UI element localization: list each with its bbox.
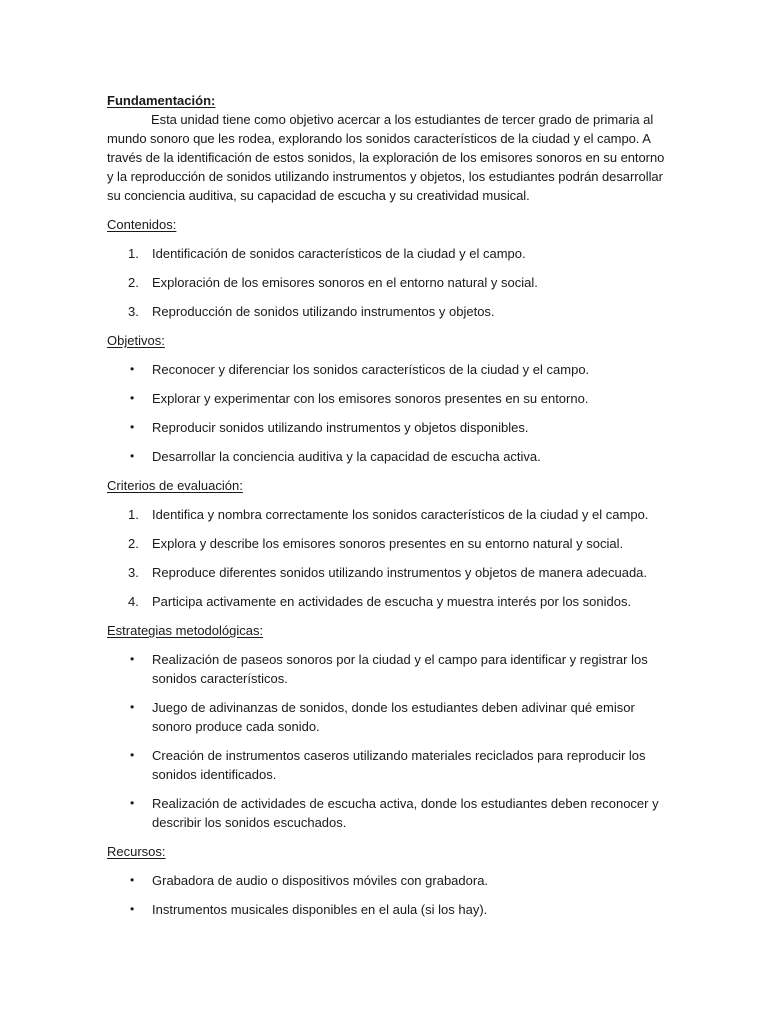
list-item — [107, 389, 667, 408]
list-item-text: Exploración de los emisores sonoros en el entorno natural y social. — [152, 275, 538, 290]
list-item — [107, 360, 667, 379]
list-item-text: Desarrollar la conciencia auditiva y la capacidad de escucha activa. — [152, 449, 541, 464]
bullet-icon: • — [130, 391, 135, 405]
list-item-text: Reproducción de sonidos utilizando instrumentos y objetos. — [152, 304, 495, 319]
list-item — [107, 698, 667, 736]
list-number: 2. — [128, 275, 139, 290]
list-item-text: Realización de paseos sonoros por la ciudad y el campo para identificar y registrar los sonidos característicos. — [152, 652, 648, 686]
list-item-text: Explorar y experimentar con los emisores sonoros presentes en su entorno. — [152, 391, 589, 406]
estrategias-list — [107, 650, 667, 832]
bullet-icon: • — [130, 362, 135, 376]
list-item — [107, 302, 667, 321]
list-item — [107, 505, 667, 524]
contenidos-heading: Contenidos: — [107, 217, 177, 232]
list-item — [107, 900, 667, 919]
list-item-text: Reconocer y diferenciar los sonidos característicos de la ciudad y el campo. — [152, 362, 590, 377]
list-item — [107, 871, 667, 890]
list-item-text: Reproducir sonidos utilizando instrumentos y objetos disponibles. — [152, 420, 529, 435]
list-item — [107, 592, 667, 611]
objetivos-list — [107, 360, 667, 466]
bullet-icon: • — [130, 420, 135, 434]
bullet-icon: • — [130, 873, 135, 887]
recursos-heading: Recursos: — [107, 844, 166, 859]
objetivos-heading: Objetivos: — [107, 333, 165, 348]
list-item — [107, 418, 667, 437]
list-number: 1. — [128, 246, 139, 261]
bullet-icon: • — [130, 748, 135, 762]
list-item — [107, 447, 667, 466]
list-number: 2. — [128, 536, 139, 551]
criterios-list — [107, 505, 667, 611]
list-item-text: Realización de actividades de escucha activa, donde los estudiantes deben reconocer y describir los sonidos escuchados. — [152, 796, 659, 830]
criterios-heading: Criterios de evaluación: — [107, 478, 243, 493]
list-item-text: Participa activamente en actividades de escucha y muestra interés por los sonidos. — [152, 594, 632, 609]
list-item — [107, 244, 667, 263]
list-item-text: Juego de adivinanzas de sonidos, donde los estudiantes deben adivinar qué emisor sonoro produce cada sonido. — [152, 700, 635, 734]
bullet-icon: • — [130, 652, 135, 666]
list-item-text: Reproduce diferentes sonidos utilizando instrumentos y objetos de manera adecuada. — [152, 565, 648, 580]
list-item-text: Instrumentos musicales disponibles en el aula (si los hay). — [152, 902, 488, 917]
list-number: 3. — [128, 565, 139, 580]
list-item — [107, 746, 667, 784]
list-number: 4. — [128, 594, 139, 609]
document-page — [107, 91, 667, 929]
list-item — [107, 794, 667, 832]
list-item — [107, 273, 667, 292]
bullet-icon: • — [130, 902, 135, 916]
contenidos-list — [107, 244, 667, 321]
bullet-icon: • — [130, 700, 135, 714]
list-number: 1. — [128, 507, 139, 522]
list-number: 3. — [128, 304, 139, 319]
bullet-icon: • — [130, 796, 135, 810]
list-item-text: Identifica y nombra correctamente los sonidos característicos de la ciudad y el campo. — [152, 507, 649, 522]
fundamentacion-paragraph: Esta unidad tiene como objetivo acercar a los estudiantes de tercer grado de primaria al mundo sonoro que les rodea, explorando los sonidos característicos de la ciudad y el campo. A través de la identificación de estos sonidos, la exploración de los emisores sonoros en su entorno y la reproducción de sonidos utilizando instrumentos y objetos, los estudiantes podrán desarrollar su conciencia auditiva, su capacidad de escucha y su creatividad musical. — [107, 112, 665, 203]
list-item-text: Creación de instrumentos caseros utilizando materiales reciclados para reproducir los sonidos identificados. — [152, 748, 646, 782]
estrategias-heading: Estrategias metodológicas: — [107, 623, 264, 638]
bullet-icon: • — [130, 449, 135, 463]
list-item — [107, 650, 667, 688]
recursos-list — [107, 871, 667, 919]
list-item-text: Explora y describe los emisores sonoros presentes en su entorno natural y social. — [152, 536, 624, 551]
list-item-text: Identificación de sonidos característicos de la ciudad y el campo. — [152, 246, 526, 261]
fundamentacion-heading: Fundamentación: — [107, 93, 216, 108]
list-item — [107, 534, 667, 553]
list-item — [107, 563, 667, 582]
list-item-text: Grabadora de audio o dispositivos móviles con grabadora. — [152, 873, 489, 888]
